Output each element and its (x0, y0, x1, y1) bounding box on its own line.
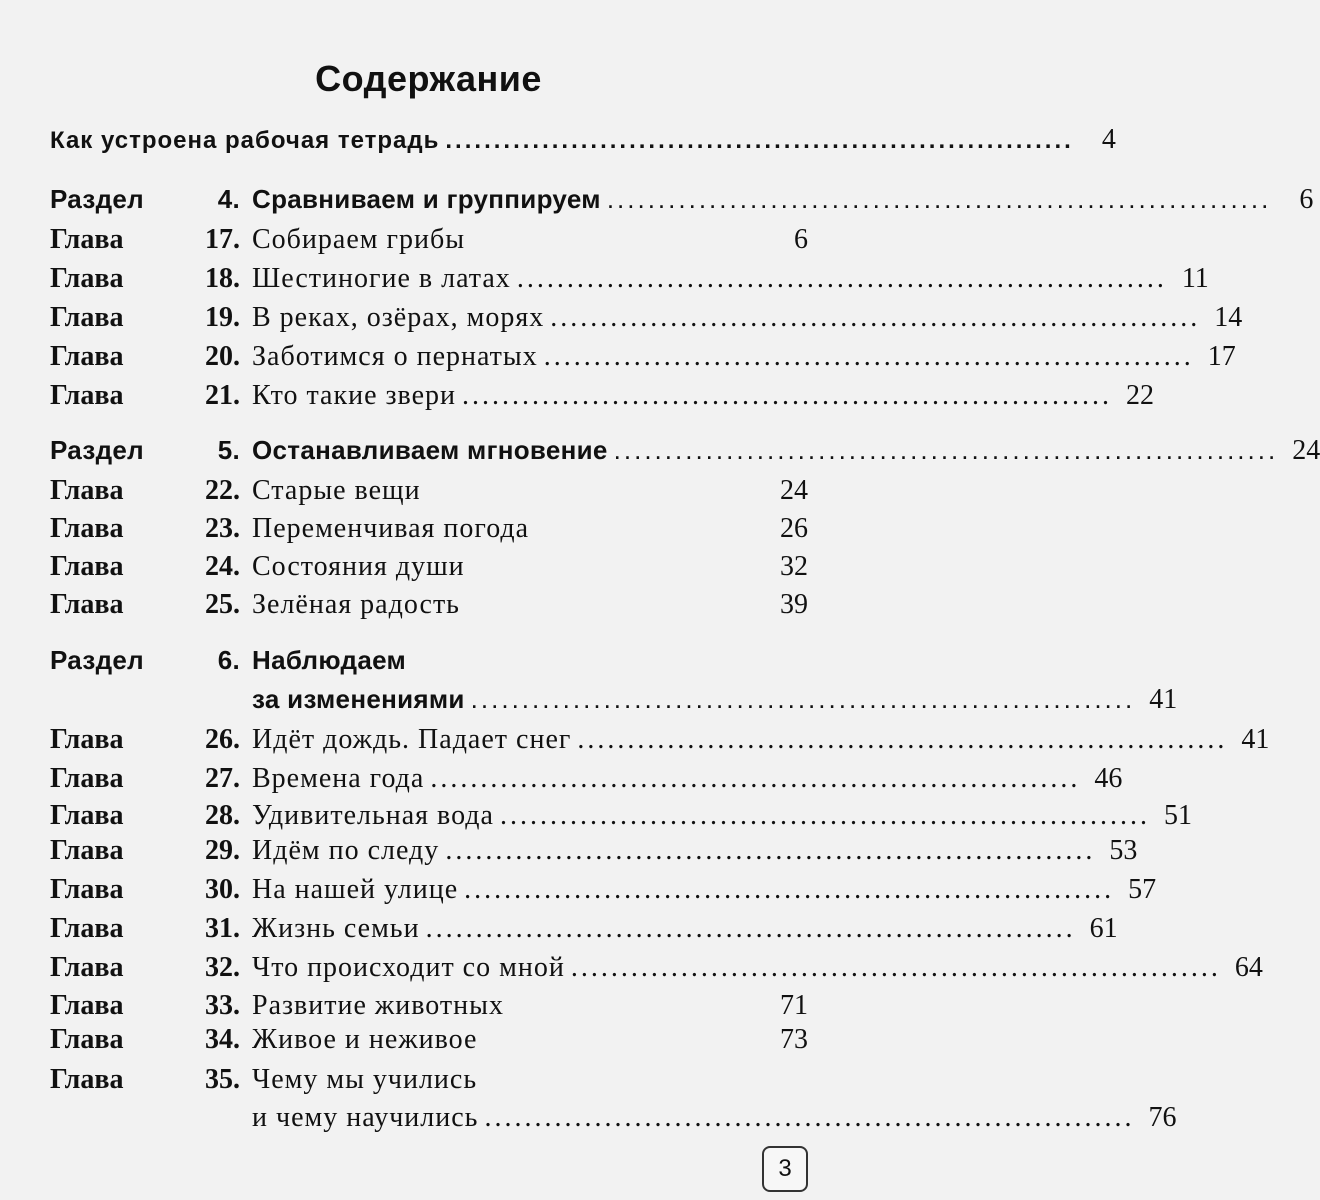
dot-leader: ................................................................. (550, 302, 1201, 333)
toc-chapter-row[interactable] (50, 224, 808, 260)
section-title: Останавливаем мгновение (252, 435, 608, 465)
chapter-label: Глава (50, 990, 124, 1021)
chapter-label: Глава (50, 800, 124, 831)
dot-leader: ................................................................. (543, 341, 1194, 372)
toc-entry-page: 76 (1148, 1102, 1177, 1133)
page-number-badge: 3 (762, 1146, 808, 1192)
toc-chapter-row[interactable] (50, 724, 1270, 760)
chapter-title: Идёт дождь. Падает снег (252, 724, 572, 755)
toc-intro-row[interactable] (50, 124, 1116, 160)
chapter-number: 34. (205, 1024, 240, 1055)
toc-chapter-row[interactable] (50, 513, 808, 549)
dot-leader: ................................................................. (484, 1102, 1135, 1133)
chapter-label: Глава (50, 302, 124, 333)
chapter-number: 35. (205, 1064, 240, 1095)
chapter-number: 20. (205, 341, 240, 372)
section-title: Наблюдаем (252, 645, 407, 675)
toc-entry-page: 11 (1181, 263, 1209, 294)
toc-chapter-row[interactable] (50, 341, 1236, 377)
chapter-label: Глава (50, 513, 124, 544)
toc-entry-page: 57 (1128, 874, 1157, 905)
chapter-number: 30. (205, 874, 240, 905)
chapter-label: Глава (50, 380, 124, 411)
dot-leader: ................................................................. (577, 724, 1228, 755)
toc-chapter-row[interactable] (50, 1064, 808, 1100)
toc-entry-page: 64 (1234, 952, 1263, 983)
toc-entry-page: 6 (794, 224, 808, 255)
toc-entry-page: 32 (780, 551, 808, 582)
chapter-title: Жизнь семьи (252, 913, 420, 944)
chapter-label: Глава (50, 263, 124, 294)
chapter-title: Переменчивая погода (252, 513, 530, 544)
dot-leader: ................................................................. (425, 913, 1076, 944)
chapter-title: В реках, озёрах, морях (252, 302, 545, 333)
section-number: 5. (217, 435, 240, 465)
toc-chapter-row[interactable] (50, 874, 1157, 910)
toc-entry-page: 26 (780, 513, 808, 544)
chapter-title: Старые вещи (252, 475, 421, 506)
toc-section-row[interactable] (50, 435, 1320, 471)
chapter-number: 24. (205, 551, 240, 582)
section-number: 4. (217, 184, 240, 214)
toc-entry-page: 73 (780, 1024, 808, 1055)
toc-entry-title: Как устроена рабочая тетрадь (50, 127, 440, 154)
chapter-title: Развитие животных (252, 990, 504, 1021)
chapter-title: Времена года (252, 763, 425, 794)
toc-entry-page: 53 (1109, 835, 1138, 866)
chapter-title: Зелёная радость (252, 589, 460, 620)
chapter-label: Глава (50, 913, 124, 944)
toc-entry-page: 51 (1163, 800, 1192, 831)
toc-chapter-row[interactable] (50, 763, 1123, 799)
toc-entry-page: 14 (1214, 302, 1243, 333)
dot-leader: ................................................................. (445, 835, 1096, 866)
chapter-number: 28. (205, 800, 240, 831)
toc-entry-page: 71 (780, 990, 808, 1021)
toc-entry-page: 41 (1241, 724, 1270, 755)
chapter-title: Собираем грибы (252, 224, 466, 255)
chapter-title: Удивительная вода (252, 800, 494, 831)
toc-chapter-row[interactable] (50, 263, 1209, 299)
chapter-label: Глава (50, 551, 124, 582)
toc-entry-page: 46 (1094, 763, 1123, 794)
dot-leader: ................................................................. (430, 763, 1081, 794)
chapter-number: 19. (205, 302, 240, 333)
chapter-title: Чему мы учились (252, 1064, 478, 1095)
toc-entry-page: 24 (1292, 435, 1320, 466)
chapter-number: 29. (205, 835, 240, 866)
chapter-number: 33. (205, 990, 240, 1021)
toc-section-row-continuation[interactable] (50, 684, 1178, 720)
toc-section-row[interactable] (50, 184, 1314, 220)
toc-chapter-row[interactable] (50, 1024, 808, 1060)
chapter-title: Кто такие звери (252, 380, 457, 411)
dot-leader: ................................................................. (606, 184, 1272, 214)
chapter-title: Заботимся о пернатых (252, 341, 538, 372)
chapter-label: Глава (50, 874, 124, 905)
chapter-number: 21. (205, 380, 240, 411)
chapter-title: На нашей улице (252, 874, 459, 905)
toc-chapter-row[interactable] (50, 990, 808, 1026)
chapter-title: Живое и неживое (252, 1024, 478, 1055)
chapter-number: 32. (205, 952, 240, 983)
chapter-number: 18. (205, 263, 240, 294)
dot-leader: ................................................................. (464, 874, 1115, 905)
chapter-title: Состояния души (252, 551, 465, 582)
chapter-number: 23. (205, 513, 240, 544)
dot-leader: ................................................................. (570, 952, 1221, 983)
toc-section-row[interactable] (50, 645, 808, 681)
chapter-title: Что происходит со мной (252, 952, 565, 983)
toc-chapter-row[interactable] (50, 913, 1118, 949)
chapter-label: Глава (50, 589, 124, 620)
chapter-label: Глава (50, 341, 124, 372)
toc-chapter-row[interactable] (50, 835, 1138, 871)
page-title: Содержание (315, 58, 542, 99)
chapter-label: Глава (50, 724, 124, 755)
chapter-title: Шестиногие в латах (252, 263, 511, 294)
chapter-number: 27. (205, 763, 240, 794)
chapter-label: Глава (50, 224, 124, 255)
toc-entry-page: 22 (1126, 380, 1155, 411)
toc-chapter-row[interactable] (50, 800, 1192, 836)
toc-entry-page: 17 (1207, 341, 1236, 372)
section-title: Сравниваем и группируем (252, 184, 601, 214)
dot-leader: ................................................................. (516, 263, 1167, 294)
chapter-title: Идём по следу (252, 835, 440, 866)
dot-leader: ................................................................. (462, 380, 1113, 411)
chapter-number: 17. (205, 224, 240, 255)
toc-entry-page: 41 (1149, 684, 1178, 715)
dot-leader: ................................................................. (613, 435, 1279, 465)
chapter-label: Глава (50, 835, 124, 866)
toc-entry-page: 4 (1101, 124, 1116, 155)
chapter-number: 26. (205, 724, 240, 755)
chapter-label: Глава (50, 475, 124, 506)
toc-chapter-row[interactable] (50, 952, 1263, 988)
toc-chapter-row[interactable] (50, 551, 808, 587)
chapter-number: 22. (205, 475, 240, 506)
section-label: Раздел (50, 435, 144, 465)
dot-leader: ................................................................. (470, 684, 1136, 714)
section-label: Раздел (50, 184, 144, 214)
chapter-label: Глава (50, 952, 124, 983)
toc-chapter-row[interactable] (50, 380, 1155, 416)
toc-entry-page: 39 (780, 589, 808, 620)
dot-leader: ................................................................. (499, 800, 1150, 831)
section-label: Раздел (50, 645, 144, 675)
dot-leader: ................................................................. (445, 127, 1074, 154)
toc-chapter-row[interactable] (50, 302, 1243, 338)
toc-entry-page: 61 (1089, 913, 1118, 944)
toc-chapter-row[interactable] (50, 475, 808, 511)
toc-chapter-row-continuation[interactable] (50, 1102, 1177, 1138)
chapter-label: Глава (50, 1024, 124, 1055)
toc-chapter-row[interactable] (50, 589, 808, 625)
chapter-number: 25. (205, 589, 240, 620)
section-title-continuation: за изменениями (252, 684, 465, 714)
chapter-number: 31. (205, 913, 240, 944)
chapter-title-continuation: и чему научились (252, 1102, 479, 1133)
toc-entry-page: 24 (780, 475, 808, 506)
section-number: 6. (217, 645, 240, 675)
toc-entry-page: 6 (1299, 184, 1314, 215)
chapter-label: Глава (50, 1064, 124, 1095)
chapter-label: Глава (50, 763, 124, 794)
